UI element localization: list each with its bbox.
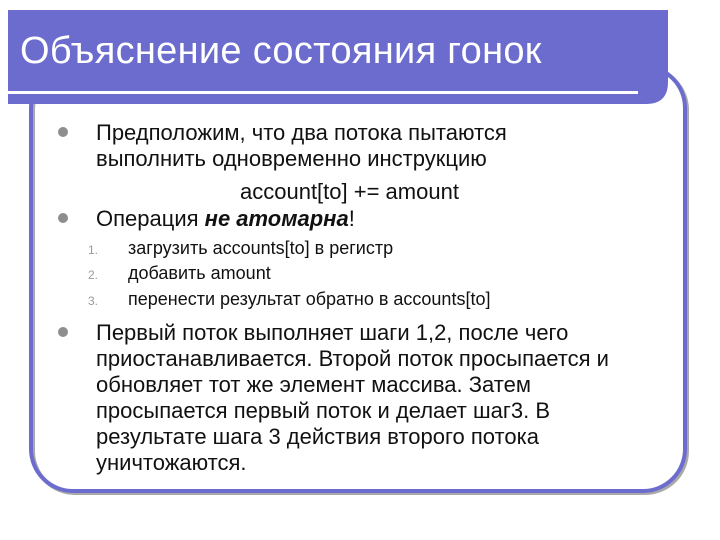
step-3-number: 3. [88, 294, 99, 308]
bullet-1-line-1: Предположим, что два потока пытаются [96, 120, 507, 145]
step-1-text: загрузить accounts[to] в регистр [128, 238, 394, 258]
bullet-3-line-3: обновляет тот же элемент массива. Затем [96, 372, 531, 397]
bullet-3-line-1: Первый поток выполняет шаги 1,2, после чего [96, 320, 569, 345]
bullet-2-suffix: ! [348, 206, 355, 231]
step-2-number: 2. [88, 268, 99, 282]
bullet-2-text [96, 206, 355, 232]
bullet-3-line-4: просыпается первый поток и делает шаг3. В [96, 398, 551, 423]
bullet-marker [58, 327, 68, 337]
step-3-text: перенести результат обратно в accounts[to] [128, 289, 491, 309]
bullet-3-line-6: уничтожаются. [96, 450, 247, 475]
step-1-number: 1. [88, 243, 99, 257]
bullet-3-line-5: результате шага 3 действия второго потока [96, 424, 539, 449]
bullet-marker [58, 127, 68, 137]
bullet-2-emphasis: не атомарна [204, 206, 349, 231]
bullet-2-prefix: Операция [96, 206, 205, 231]
bullet-1-line-2: выполнить одновременно инструкцию [96, 146, 487, 171]
step-2-text: добавить amount [128, 263, 271, 283]
bullet-1-code: account[to] += amount [240, 179, 459, 204]
bullet-marker [58, 213, 68, 223]
bullet-3-line-2: приостанавливается. Второй поток просыпается и [96, 346, 609, 371]
slide-title: Объяснение состояния гонок [20, 30, 542, 72]
